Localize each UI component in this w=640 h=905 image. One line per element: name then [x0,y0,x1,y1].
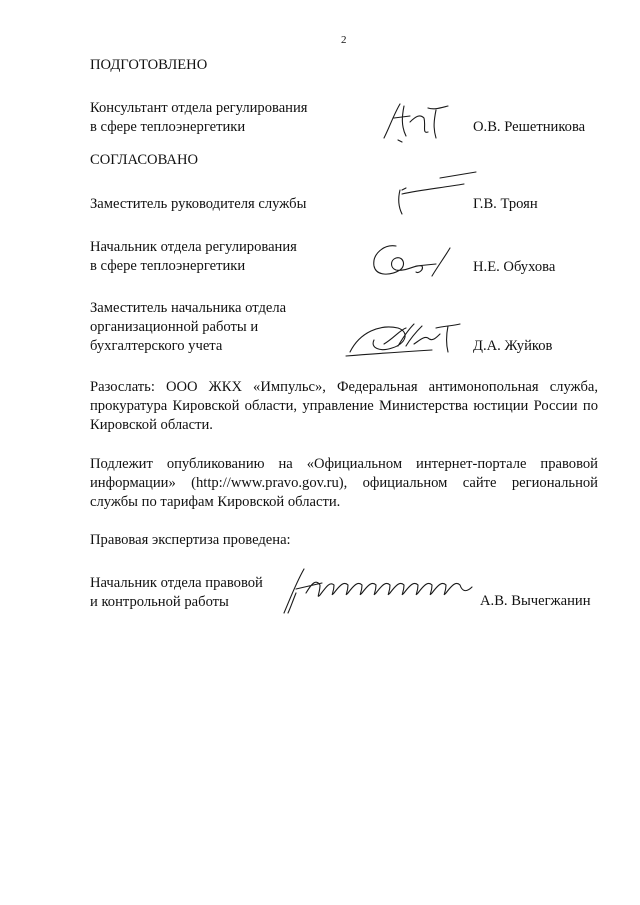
signature-zhuykov [340,318,470,360]
legal-review-position-line: Начальник отдела правовой [90,575,263,591]
signer-position-line: Начальник отдела регулирования [90,239,297,255]
legal-review-name: А.В. Вычегжанин [480,593,591,609]
distribution-paragraph: Разослать: ООО ЖКХ «Импульс», Федеральная антимонопольная служба, прокуратура Кировской области, управление Министерства юстиции России по Кировской области. [90,379,598,433]
prepared-position-line: в сфере теплоэнергетики [90,119,246,135]
signature-vychegzhanin [276,563,486,618]
signer-troyan-name: Г.В. Троян [473,196,538,212]
signer-obukhova-position [90,238,297,276]
signer-position-line: Заместитель руководителя службы [90,196,307,212]
legal-review-position [90,574,263,612]
signer-zhuykov-position [90,299,286,356]
prepared-position-line: Консультант отдела регулирования [90,100,308,116]
signer-position-line: организационной работы и [90,319,259,335]
signature-reshetnikova [376,96,456,146]
signer-zhuykov-name: Д.А. Жуйков [473,338,553,354]
signer-troyan-position [90,195,306,214]
prepared-heading: ПОДГОТОВЛЕНО [90,57,208,73]
signer-position-line: бухгалтерского учета [90,338,223,354]
prepared-name: О.В. Решетникова [473,119,586,135]
page-number: 2 [341,34,347,46]
signer-position-line: в сфере теплоэнергетики [90,258,246,274]
legal-review-statement: Правовая экспертиза проведена: [90,532,291,548]
agreed-heading: СОГЛАСОВАНО [90,152,199,168]
publication-paragraph: Подлежит опубликованию на «Официальном интернет-портале правовой информации» (http://www.pravo.gov.ru), официальном сайте региональной службы по тарифам Кировской области. [90,456,598,510]
signature-obukhova [366,236,466,286]
signer-obukhova-name: Н.Е. Обухова [473,259,556,275]
prepared-position [90,99,308,137]
signer-position-line: Заместитель начальника отдела [90,300,287,316]
legal-review-position-line: и контрольной работы [90,594,229,610]
